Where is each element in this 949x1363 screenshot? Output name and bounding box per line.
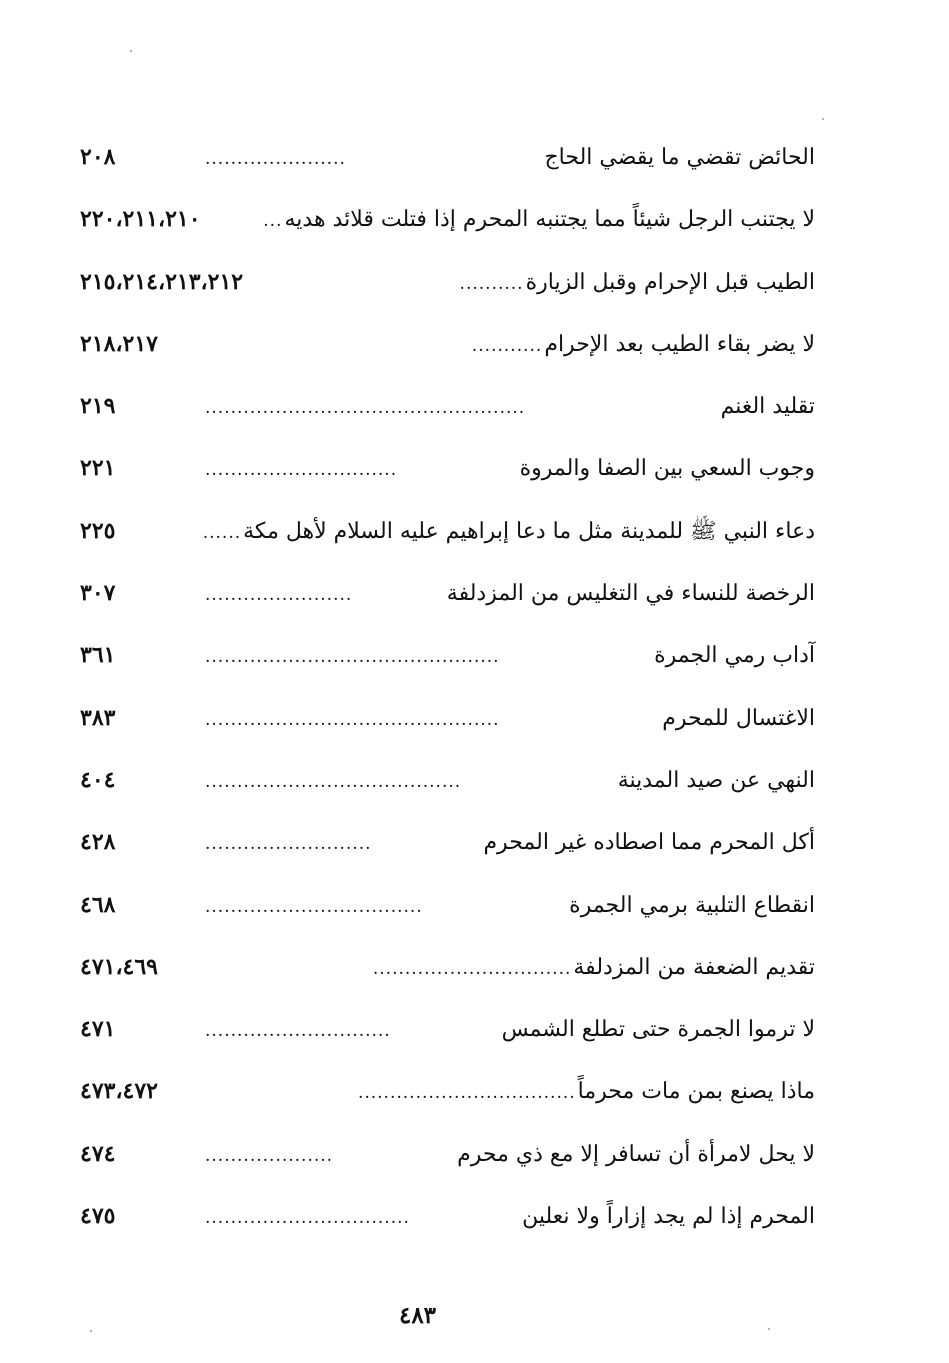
index-entry [80, 313, 815, 375]
index-entry [80, 562, 815, 624]
entry-pages: ٢٢١ [80, 455, 116, 482]
leader-dots: .................................. [205, 896, 423, 917]
entry-pages: ٢٢٥ [80, 517, 116, 544]
leader-dots: ... [263, 211, 283, 232]
leader-dots: .............................................. [205, 709, 500, 730]
entry-title: الحائض تقضي ما يقضي الحاج [544, 145, 815, 170]
scan-speck [90, 1330, 92, 1332]
entry-title: لا يضر بقاء الطيب بعد الإحرام [544, 331, 815, 357]
leader-dots: ............................... [372, 958, 572, 979]
index-entry [80, 500, 815, 562]
index-entry [80, 624, 815, 686]
entry-pages: ٤٧١ [80, 1016, 116, 1043]
entry-pages: ٢٢٠،٢١١،٢١٠ [80, 206, 201, 233]
entry-pages: ٤٧١،٤٦٩ [80, 953, 158, 980]
index-entry [80, 936, 815, 998]
leader-dots: ............................. [205, 1021, 391, 1042]
entry-title: النهي عن صيد المدينة [617, 767, 815, 793]
index-entry [80, 437, 815, 499]
entry-title: الطيب قبل الإحرام وقبل الزيارة [525, 269, 815, 295]
entry-title: أكل المحرم مما اصطاده غير المحرم [483, 830, 815, 856]
entry-pages: ٢١٨،٢١٧ [80, 330, 158, 357]
entry-title: آداب رمي الجمرة [654, 643, 815, 669]
leader-dots: ........... [471, 335, 543, 356]
leader-dots: .............................................. [205, 647, 500, 668]
leader-dots: .................... [205, 1145, 334, 1166]
leader-dots: ....................... [205, 585, 353, 606]
index-entry [80, 375, 815, 437]
index-entry [80, 811, 815, 873]
entry-title: دعاء النبي ﷺ للمدينة مثل ما دعا إبراهيم عليه السلام لأهل مكة [243, 518, 815, 544]
entry-title: انقطاع التلبية برمي الجمرة [569, 892, 815, 918]
entry-pages: ٣٠٧ [80, 580, 116, 607]
entry-pages: ٤٧٥ [80, 1203, 116, 1230]
index-entry [80, 126, 815, 188]
scan-speck [130, 50, 132, 52]
entry-pages: ٣٨٣ [80, 704, 116, 731]
entry-title: المحرم إذا لم يجد إزاراً ولا نعلين [522, 1204, 815, 1230]
leader-dots: .......................... [205, 834, 372, 855]
leader-dots: ...................... [205, 149, 346, 169]
index-entry [80, 1060, 815, 1122]
scan-speck [822, 118, 824, 120]
index-entry [80, 1185, 815, 1247]
entry-title: وجوب السعي بين الصفا والمروة [519, 456, 815, 482]
entry-title: تقليد الغنم [720, 394, 815, 420]
entry-title: الاغتسال للمحرم [662, 705, 815, 731]
leader-dots: .................................. [357, 1083, 576, 1104]
entry-title: تقديم الضعفة من المزدلفة [573, 954, 815, 980]
leader-dots: ........................................ [205, 771, 462, 792]
scan-speck [768, 1328, 770, 1330]
leader-dots: ...... [202, 522, 242, 543]
entry-pages: ٢١٩ [80, 393, 116, 420]
entry-pages: ٤٠٤ [80, 766, 116, 793]
index-entry [80, 874, 815, 936]
entry-title: الرخصة للنساء في التغليس من المزدلفة [446, 581, 815, 607]
index-entry [80, 749, 815, 811]
entry-title: لا ترموا الجمرة حتى تطلع الشمس [501, 1017, 815, 1043]
entry-pages: ٤٦٨ [80, 891, 116, 918]
entry-title: لا يحل لامرأة أن تسافر إلا مع ذي محرم [457, 1141, 815, 1167]
leader-dots: ................................ [205, 1208, 410, 1229]
index-entry [80, 998, 815, 1060]
leader-dots: .............................. [205, 460, 398, 481]
leader-dots: .................................................. [205, 398, 526, 419]
entry-pages: ٤٧٣،٤٧٢ [80, 1078, 158, 1105]
index-list [80, 126, 815, 1247]
entry-pages: ٤٢٨ [80, 829, 116, 856]
entry-title: ماذا يصنع بمن مات محرماً [577, 1079, 815, 1105]
index-entry [80, 188, 815, 250]
entry-title: لا يجتنب الرجل شيئاً مما يجتنبه المحرم إذا فتلت قلائد هديه [284, 207, 815, 233]
entry-pages: ٤٧٤ [80, 1140, 116, 1167]
leader-dots: .......... [459, 273, 524, 294]
index-entry [80, 251, 815, 313]
index-entry [80, 1123, 815, 1185]
page-number: ٤٨٣ [398, 1302, 437, 1329]
entry-pages: ٢٠٨ [80, 144, 116, 170]
entry-pages: ٣٦١ [80, 642, 116, 669]
index-entry [80, 687, 815, 749]
entry-pages: ٢١٥،٢١٤،٢١٣،٢١٢ [80, 268, 244, 295]
